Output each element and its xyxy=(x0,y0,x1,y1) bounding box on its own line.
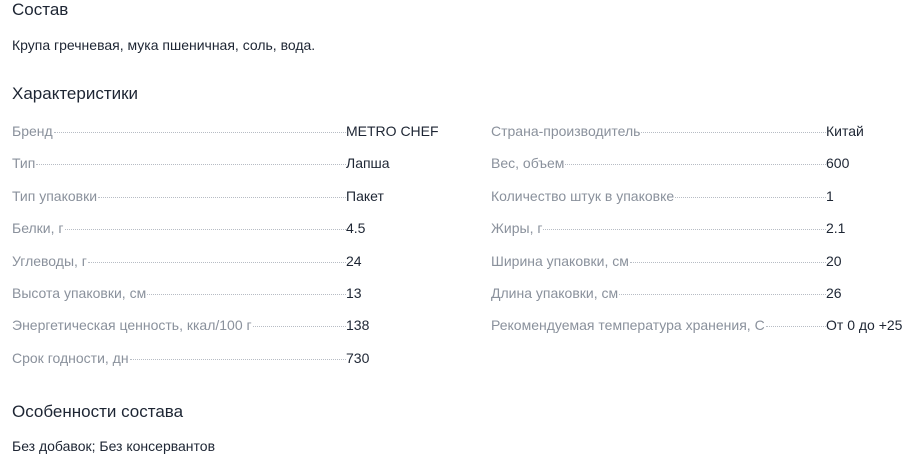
dotted-leader xyxy=(54,132,346,133)
dotted-leader xyxy=(675,197,826,198)
dotted-leader xyxy=(36,164,346,165)
spec-row-package-length xyxy=(491,284,913,316)
dotted-leader xyxy=(130,359,346,360)
specs-title: Характеристики xyxy=(12,84,139,103)
composition-text: Крупа гречневая, мука пшеничная, соль, вода. xyxy=(12,37,316,53)
dotted-leader xyxy=(641,132,826,133)
dotted-leader xyxy=(88,262,346,263)
spec-label: Углеводы, г xyxy=(12,252,87,269)
spec-row-weight xyxy=(491,154,913,186)
spec-row-fat xyxy=(491,219,913,251)
spec-label: Тип упаковки xyxy=(12,187,98,204)
spec-value: 2.1 xyxy=(826,220,846,237)
spec-value: 138 xyxy=(346,317,370,334)
dotted-leader xyxy=(253,326,346,327)
dotted-leader xyxy=(98,197,346,198)
spec-value: 730 xyxy=(346,349,370,366)
spec-row-shelf-life xyxy=(12,349,442,381)
dotted-leader xyxy=(766,326,826,327)
dotted-leader xyxy=(543,229,826,230)
spec-label: Страна-производитель xyxy=(491,123,641,139)
spec-value: Китай xyxy=(826,123,864,139)
spec-value: 20 xyxy=(826,252,842,269)
spec-value: 26 xyxy=(826,284,842,301)
spec-value: 24 xyxy=(346,252,362,269)
spec-label: Тип xyxy=(12,155,36,172)
spec-label: Срок годности, дн xyxy=(12,349,129,366)
dotted-leader xyxy=(65,229,346,230)
composition-title: Состав xyxy=(12,0,69,19)
spec-row-carbs xyxy=(12,252,442,284)
spec-label: Энергетическая ценность, ккал/100 г xyxy=(12,317,252,334)
specs-column-right xyxy=(491,122,913,349)
spec-value: 1 xyxy=(826,187,834,204)
specs-column-left xyxy=(12,122,442,381)
spec-value: Пакет xyxy=(346,187,384,204)
spec-row-pieces xyxy=(491,187,913,219)
features-text: Без добавок; Без консервантов xyxy=(12,438,216,454)
spec-label: Высота упаковки, см xyxy=(12,284,147,301)
spec-row-package-height xyxy=(12,284,442,316)
spec-row-package-type xyxy=(12,187,442,219)
spec-row-package-width xyxy=(491,252,913,284)
spec-row-brand xyxy=(12,122,442,154)
spec-label: Ширина упаковки, см xyxy=(491,252,629,269)
spec-label: Белки, г xyxy=(12,220,64,237)
dotted-leader xyxy=(619,294,826,295)
spec-row-type xyxy=(12,154,442,186)
dotted-leader xyxy=(565,164,826,165)
spec-label: Рекомендуемая температура хранения, С xyxy=(491,317,765,334)
spec-value: 4.5 xyxy=(346,220,366,237)
spec-label: Бренд xyxy=(12,123,53,139)
features-title: Особенности состава xyxy=(12,402,184,421)
spec-row-energy xyxy=(12,316,442,348)
spec-label: Количество штук в упаковке xyxy=(491,187,675,204)
spec-value: 600 xyxy=(826,155,850,172)
spec-row-protein xyxy=(12,219,442,251)
spec-label: Длина упаковки, см xyxy=(491,284,619,301)
spec-value: От 0 до +25 xyxy=(826,317,903,334)
spec-label: Жиры, г xyxy=(491,220,543,237)
spec-value: METRO CHEF xyxy=(346,123,439,139)
dotted-leader xyxy=(630,262,826,263)
spec-value: Лапша xyxy=(346,155,390,172)
spec-row-storage-temp xyxy=(491,316,913,348)
dotted-leader xyxy=(147,294,346,295)
spec-value: 13 xyxy=(346,284,362,301)
spec-label: Вес, объем xyxy=(491,155,565,172)
spec-row-country xyxy=(491,122,913,154)
